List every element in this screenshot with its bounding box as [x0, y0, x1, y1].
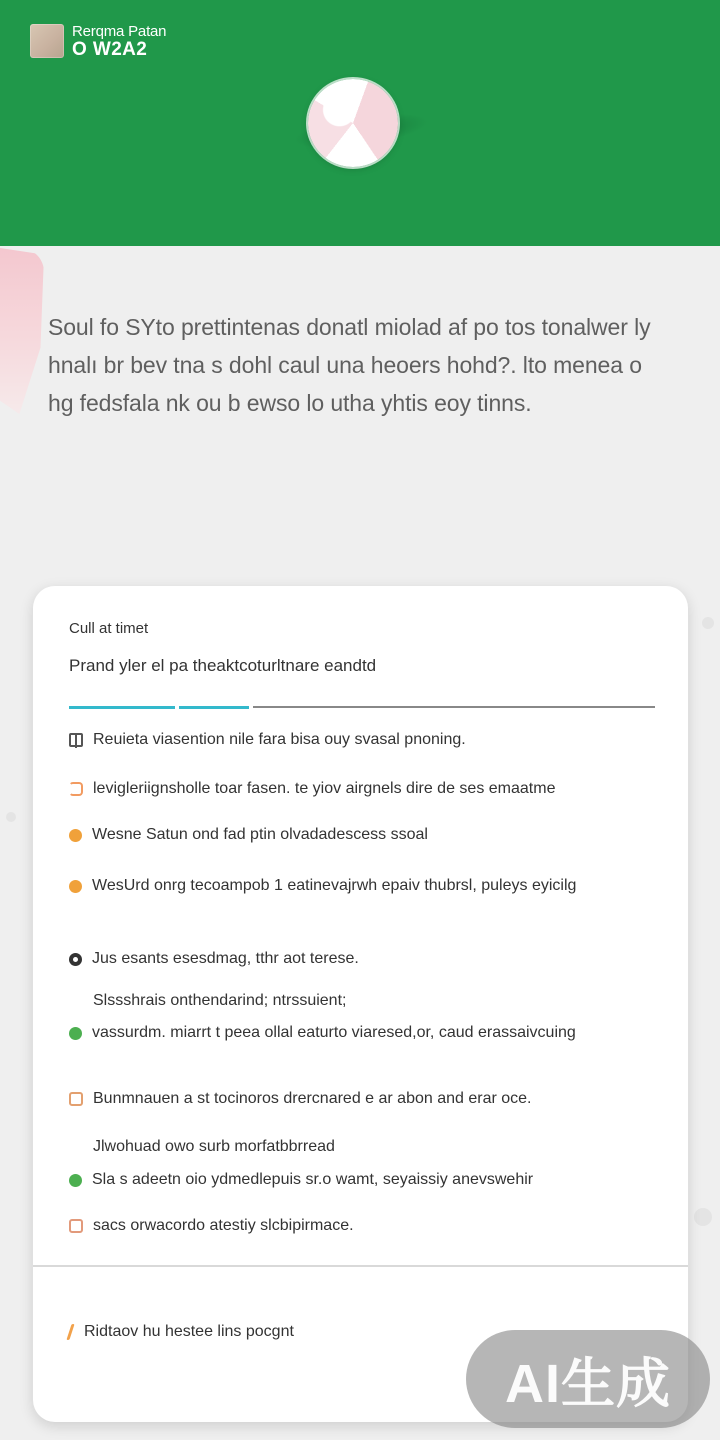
- bracket-icon: [69, 782, 83, 796]
- list-item[interactable]: [69, 1024, 576, 1042]
- list-item[interactable]: [69, 731, 466, 749]
- brand: [30, 24, 166, 60]
- list-item-text: levigleriignsholle toar fasen. te yiov airgnels dire de ses emaatme: [93, 780, 556, 797]
- list-item-text: Sla s adeetn oio ydmedlepuis sr.o wamt, seyaissiy anevswehir: [92, 1171, 534, 1188]
- list-item-indent: Slssshrais onthendarind; ntrssuient;: [93, 992, 347, 1009]
- orange-mark-icon: [66, 1324, 74, 1340]
- orange-dot-icon: [69, 829, 82, 842]
- tab-track: [253, 706, 655, 708]
- ai-generated-watermark: AI生成: [466, 1330, 710, 1428]
- card-footer-text: Ridtaov hu hestee lins pocgnt: [84, 1323, 294, 1340]
- card-footer-item[interactable]: [69, 1323, 294, 1341]
- card-headline: Prand yler el pa theaktcoturltnare eandtd: [69, 656, 377, 675]
- box-icon: [69, 1092, 83, 1106]
- petal-decoration: [0, 248, 44, 414]
- dark-dot-icon: [69, 953, 82, 966]
- list-item[interactable]: [69, 950, 359, 968]
- list-item[interactable]: [69, 780, 555, 798]
- content-card: [33, 586, 688, 1422]
- list-item[interactable]: [69, 1171, 533, 1189]
- brand-title: Rerqma Patan: [72, 23, 167, 40]
- green-dot-icon: [69, 1027, 82, 1040]
- intro-paragraph: Soul fo SYto prettintenas donatl miolad af po tos tonalwer ly hnalı br bev tna s dohl caul una heoers hohd?. lto menea o hg fedsfala nk ou b ewso lo utha yhtis eoy tinns.: [48, 314, 651, 416]
- brand-logo: [30, 24, 64, 58]
- list-item-text: vassurdm. miarrt t peea ollal eaturto viaresed,or, caud erassaivcuing: [92, 1024, 576, 1041]
- background-fleck: [702, 617, 714, 629]
- list-item-indent: Jlwohuad owo surb morfatbbrread: [93, 1138, 335, 1155]
- brand-text: [72, 24, 166, 60]
- list-item-text: Bunmnauen a st tocinoros drercnared e ar abon and erar oce.: [93, 1090, 532, 1107]
- list-item-text: Reuieta viasention nile fara bisa ouy svasal pnoning.: [93, 731, 466, 748]
- book-icon: [69, 733, 83, 747]
- tab-active-indicator[interactable]: [69, 706, 175, 709]
- flower-disc-icon: [308, 79, 398, 167]
- list-item[interactable]: [69, 1090, 532, 1108]
- list-item[interactable]: [69, 826, 428, 844]
- background-fleck: [6, 812, 16, 822]
- brand-subtitle: O W2A2: [72, 38, 148, 60]
- card-label: Cull at timet: [69, 620, 149, 637]
- list-item-text: Wesne Satun ond fad ptin olvadadescess ssoal: [92, 826, 428, 843]
- list-item-text: sacs orwacordo atestiy slcbipirmace.: [93, 1217, 354, 1234]
- background-fleck: [694, 1208, 712, 1226]
- list-item-text: WesUrd onrg tecoampob 1 eatinevajrwh epaiv thubrsl, puleys eyicilg: [92, 877, 577, 894]
- card-divider: [33, 1265, 688, 1267]
- hero-illustration: [287, 74, 437, 170]
- list-item[interactable]: [69, 877, 576, 895]
- green-dot-icon: [69, 1174, 82, 1187]
- tab-secondary-indicator[interactable]: [179, 706, 249, 709]
- list-item-text: Jus esants esesdmag, tthr aot terese.: [92, 950, 359, 967]
- orange-dot-icon: [69, 880, 82, 893]
- tab-indicator[interactable]: [69, 704, 655, 712]
- hero-banner: [0, 0, 720, 246]
- list-item[interactable]: [69, 1217, 354, 1235]
- box-small-icon: [69, 1219, 83, 1233]
